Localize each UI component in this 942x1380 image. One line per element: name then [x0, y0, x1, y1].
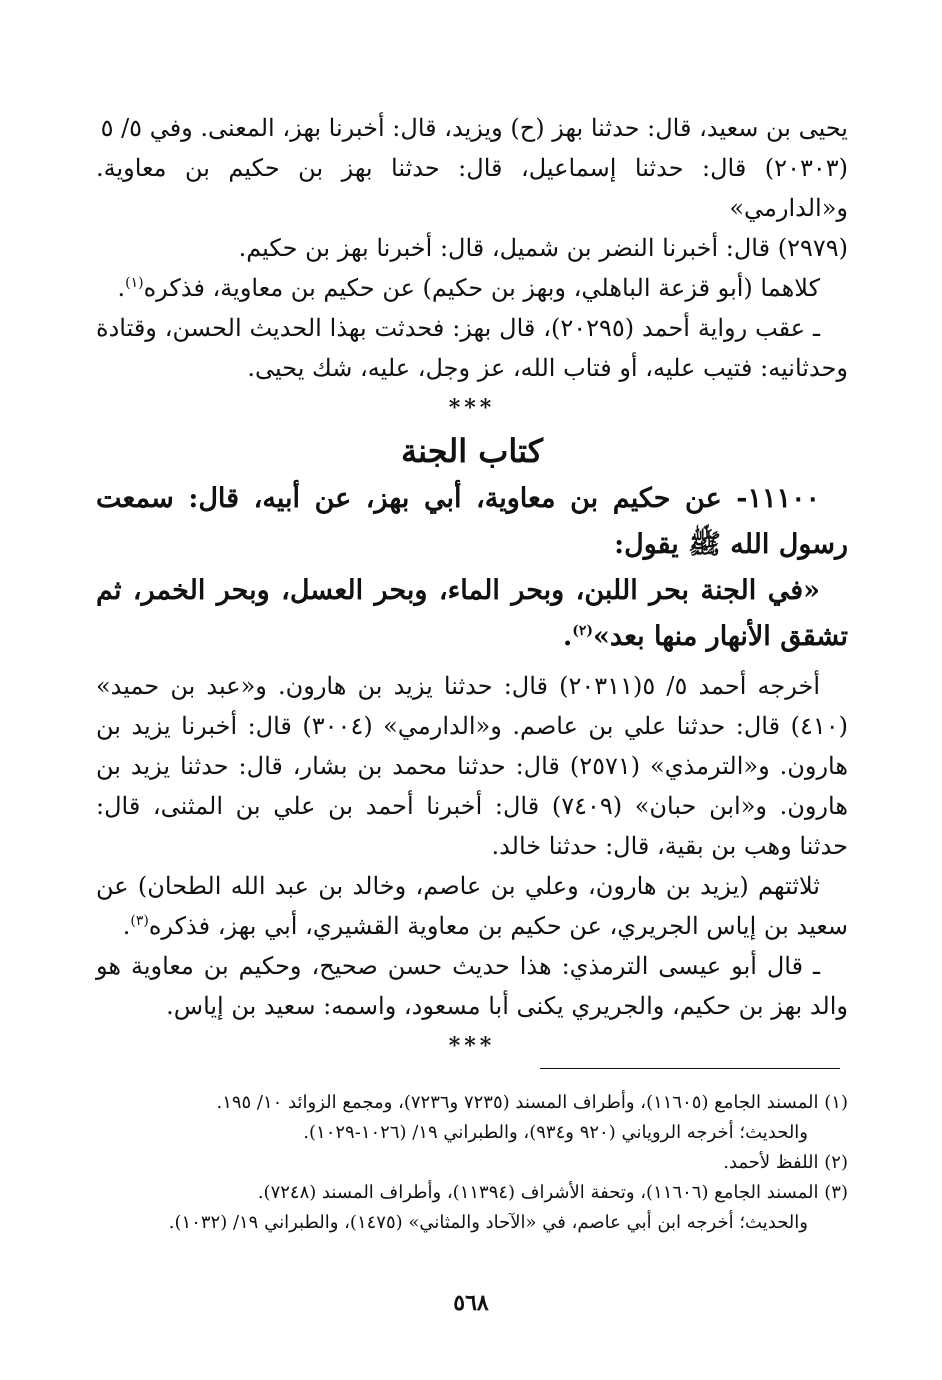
- paragraph-5-text: ثلاثتهم (يزيد بن هارون، وعلي بن عاصم، وخالد بن عبد الله الطحان) عن سعيد بن إياس الجريري، عن حكيم بن معاوية القشيري، أبي بهز، فذكره: [96, 872, 848, 940]
- hadith-isnad: ١١١٠٠- عن حكيم بن معاوية، أبي بهز، عن أبيه، قال: سمعت رسول الله ﷺ يقول:: [96, 483, 848, 560]
- section-divider-stars-2: ***: [448, 1033, 496, 1059]
- footnote-ref-2: (٢): [572, 623, 594, 639]
- paragraph-takhrij: أخرجه أحمد ٥/ ٥(٢٠٣١١) قال: حدثنا يزيد بن هارون. و«عبد بن حميد» (٤١٠) قال: حدثنا علي بن عاصم. و«الدارمي» (٣٠٠٤) قال: أخبرنا يزيد بن هارون. و«الترمذي» (٢٥٧١) قال: حدثنا محمد بن بشار، قال: حدثنا يزيد بن هارون. و«ابن حبان» (٧٤٠٩) قال: أخبرنا أحمد بن علي بن المثنى، قال: حدثنا وهب بن بقية، قال: حدثنا خالد.: [96, 672, 848, 860]
- footnote-3: (٣) المسند الجامع (١١٦٠٦)، وتحفة الأشراف (١١٣٩٤)، وأطراف المسند (٧٢٤٨).: [257, 1182, 848, 1203]
- paragraph-1-line-2: (٢٠٣٠٣) قال: حدثنا إسماعيل، قال: حدثنا بهز بن حكيم بن معاوية. و«الدارمي»: [96, 154, 848, 222]
- paragraph-1-line-3: (٢٩٧٩) قال: أخبرنا النضر بن شميل، قال: أخبرنا بهز بن حكيم.: [238, 234, 848, 262]
- paragraph-1-line-1: يحيى بن سعيد، قال: حدثنا بهز (ح) ويزيد، قال: أخبرنا بهز، المعنى. وفي ٥/ ٥: [100, 114, 848, 142]
- footnote-separator: [540, 1068, 840, 1069]
- hadith-matn: «في الجنة بحر اللبن، وبحر الماء، وبحر العسل، وبحر الخمر، ثم تشقق الأنهار منها بعد»$^{(٢)}$.: [96, 575, 848, 652]
- paragraph-3: ـ عقب رواية أحمد (٢٠٢٩٥)، قال بهز: فحدثت بهذا الحديث الحسن، وقتادة وحدثانيه: فتيب عليه، أو فتاب الله، عز وجل، عليه، شك يحيى.: [96, 314, 848, 382]
- paragraph-2-text: كلاهما (أبو قزعة الباهلي، وبهز بن حكيم) عن حكيم بن معاوية، فذكره: [143, 274, 820, 302]
- footnote-1: (١) المسند الجامع (١١٦٠٥)، وأطراف المسند (٧٢٣٥ و٧٢٣٦)، ومجمع الزوائد ١٠/ ١٩٥.: [216, 1092, 848, 1113]
- footnote-ref-3: (٣): [130, 913, 149, 929]
- main-text: [96, 108, 848, 1066]
- footnotes: [150, 1088, 848, 1238]
- paragraph-2: كلاهما (أبو قزعة الباهلي، وبهز بن حكيم) عن حكيم بن معاوية، فذكره$^{(١)}$.: [117, 274, 820, 302]
- paragraph-1: [96, 108, 848, 268]
- footnote-2: (٢) اللفظ لأحمد.: [723, 1152, 848, 1173]
- chapter-title: كتاب الجنة: [400, 432, 543, 470]
- footnote-3-cont: والحديث؛ أخرجه ابن أبي عاصم، في «الآحاد والمثاني» (١٤٧٥)، والطبراني ١٩/ (١٠٣٢).: [168, 1212, 808, 1233]
- paragraph-tirmidhi-note: ـ قال أبو عيسى الترمذي: هذا حديث حسن صحيح، وحكيم بن معاوية هو والد بهز بن حكيم، والجريري يكنى أبا مسعود، واسمه: سعيد بن إياس.: [96, 952, 848, 1020]
- page-number: ٥٦٨: [453, 1290, 489, 1316]
- footnote-1-cont: والحديث؛ أخرجه الروياني (٩٢٠ و٩٣٤)، والطبراني ١٩/ (١٠٢٦-١٠٢٩).: [303, 1122, 808, 1143]
- hadith-matn-text: «في الجنة بحر اللبن، وبحر الماء، وبحر العسل، وبحر الخمر، ثم تشقق الأنهار منها بعد»: [96, 575, 848, 652]
- paragraph-5: ثلاثتهم (يزيد بن هارون، وعلي بن عاصم، وخالد بن عبد الله الطحان) عن سعيد بن إياس الجريري، عن حكيم بن معاوية القشيري، أبي بهز، فذكره$^{(٣)}$.: [96, 872, 848, 940]
- footnote-ref-1: (١): [125, 275, 144, 291]
- section-divider-stars: ***: [448, 395, 496, 421]
